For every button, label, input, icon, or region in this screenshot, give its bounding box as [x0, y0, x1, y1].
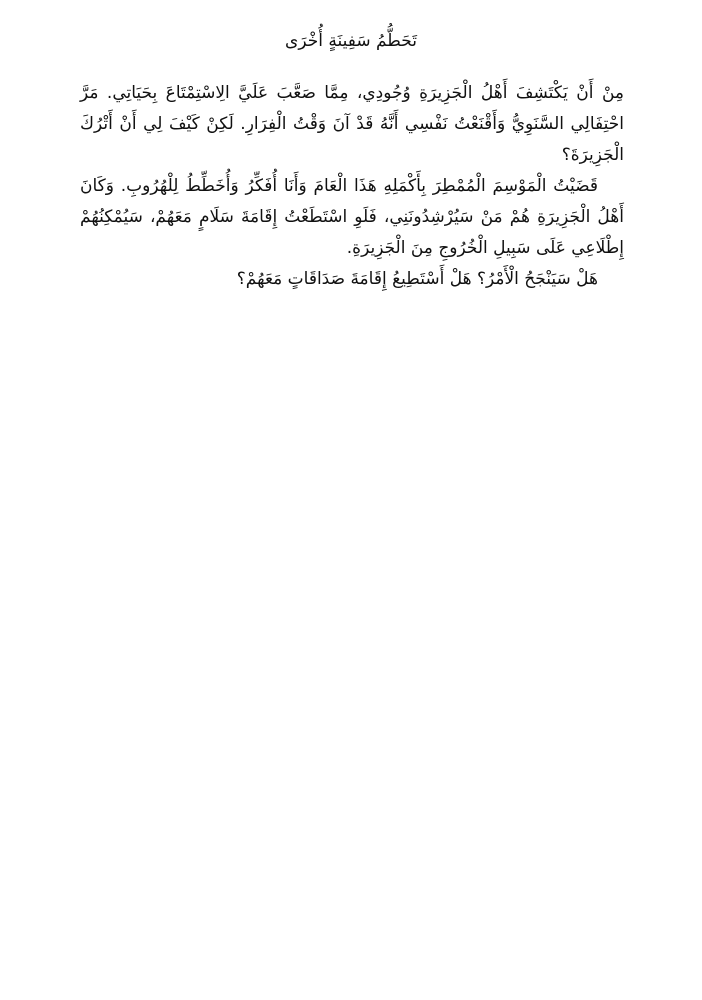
paragraph-2: قَضَيْتُ الْمَوْسِمَ الْمُمْطِرَ بِأَكْمَلِهِ هَذَا الْعَامَ وَأَنَا أُفَكِّرُ وَأُخَطِّطُ لِلْهُرُوبِ. وَكَانَ أَهْلُ الْجَزِيرَةِ هُمْ مَنْ سَيُرْشِدُونَنِي، فَلَوِ اسْتَطَعْتُ إِقَامَةَ سَلَامٍ مَعَهُمْ، سَيُمْكِنُهُمْ إِطْلَاعِي عَلَى سَبِيلِ الْخُرُوجِ مِنَ الْجَزِيرَةِ.	[80, 176, 624, 258]
story-body	[80, 78, 624, 295]
paragraph-3: هَلْ سَيَنْجَحُ الْأَمْرُ؟ هَلْ أَسْتَطِيعُ إِقَامَةَ صَدَاقَاتٍ مَعَهُمْ؟	[236, 269, 598, 289]
paragraph-1: مِنْ أَنْ يَكْتَشِفَ أَهْلُ الْجَزِيرَةِ وُجُودِي، مِمَّا صَعَّبَ عَلَيَّ الِاسْتِمْتَاعَ بِحَيَاتِي. مَرَّ احْتِفَالِي السَّنَوِيُّ وَأَقْنَعْتُ نَفْسِي أَنَّهُ قَدْ آنَ وَقْتُ الْفِرَارِ. لَكِنْ كَيْفَ لِي أَنْ أَتْرُكَ الْجَزِيرَةَ؟	[80, 83, 624, 165]
page-title: تَحَطُّمُ سَفِينَةٍ أُخْرَى	[285, 31, 417, 51]
